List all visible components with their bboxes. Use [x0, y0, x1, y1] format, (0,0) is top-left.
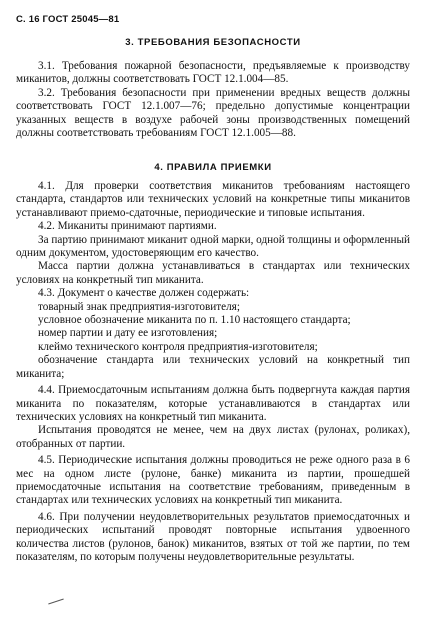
section-3-title: 3. ТРЕБОВАНИЯ БЕЗОПАСНОСТИ	[125, 37, 301, 48]
list-item-trademark: товарный знак предприятия-изготовителя;	[38, 300, 240, 313]
list-item-batch-number: номер партии и дату ее изготовления;	[38, 327, 218, 340]
paragraph-4-2-batch: За партию принимают миканит одной марки, одной толщины и оформленный одним документом, удостоверяющим его качество.	[16, 233, 410, 260]
paragraph-4-2-mass: Масса партии должна устанавливаться в стандартах или технических условиях на конкретный тип миканита.	[16, 260, 410, 286]
pencil-mark	[48, 599, 64, 605]
paragraph-4-4: 4.4. Приемосдаточным испытаниям должна быть подвергнута каждая партия миканита по показателям, которые устанавливаются в стандартах или технических условиях на конкретный тип миканита.	[16, 384, 410, 423]
paragraph-4-4-tests: Испытания проводятся не менее, чем на двух листах (рулонах, роликах), отобранных от партии.	[16, 424, 410, 450]
paragraph-4-1: 4.1. Для проверки соответствия миканитов требованиям настоящего стандарта, стандартов или технических условий на конкретные типы миканитов устанавливают приемо-сдаточные, периодические и типовые испытания.	[16, 180, 410, 219]
paragraph-4-5: 4.5. Периодические испытания должны проводиться не реже одного раза в 6 мес на одном листе (рулоне, банке) миканита из партии, прошедшей приемосдаточные испытания на соответствие требованиям, приведенным в стандартах или технических условиях на конкретный тип миканита.	[16, 454, 410, 507]
paragraph-4-6: 4.6. При получении неудовлетворительных результатов приемосдаточных и периодических испытаний проводят повторные испытания удвоенного количества листов (рулонов, банок) миканитов, взятых от той же партии, по тем показателям, по которым получены неудовлетворительные результаты.	[16, 510, 410, 563]
page-header: С. 16 ГОСТ 25045—81	[16, 14, 120, 25]
list-item-standard: обозначение стандарта или технических условий на конкретный тип миканита;	[16, 354, 410, 380]
section-4-title: 4. ПРАВИЛА ПРИЕМКИ	[154, 162, 272, 173]
list-item-stamp: клеймо технического контроля предприятия-изготовителя;	[38, 340, 318, 353]
paragraph-4-2: 4.2. Миканиты принимают партиями.	[38, 220, 217, 233]
section-3-body	[16, 60, 410, 140]
paragraph-3-2: 3.2. Требования безопасности при применении вредных веществ должны соответствовать ГОСТ 12.1.007—76; предельно допустимые концентрации указанных веществ в воздухе рабочей зоны производственных помещений должны соответствовать требованиям ГОСТ 12.1.005—88.	[16, 86, 410, 140]
paragraph-3-1: 3.1. Требования пожарной безопасности, предъявляемые к производству миканитов, должны соответствовать ГОСТ 12.1.004—85.	[16, 60, 410, 86]
section-4-body	[16, 180, 410, 564]
list-item-designation: условное обозначение миканита по п. 1.10 настоящего стандарта;	[38, 314, 351, 327]
paragraph-4-3: 4.3. Документ о качестве должен содержать:	[38, 287, 250, 300]
